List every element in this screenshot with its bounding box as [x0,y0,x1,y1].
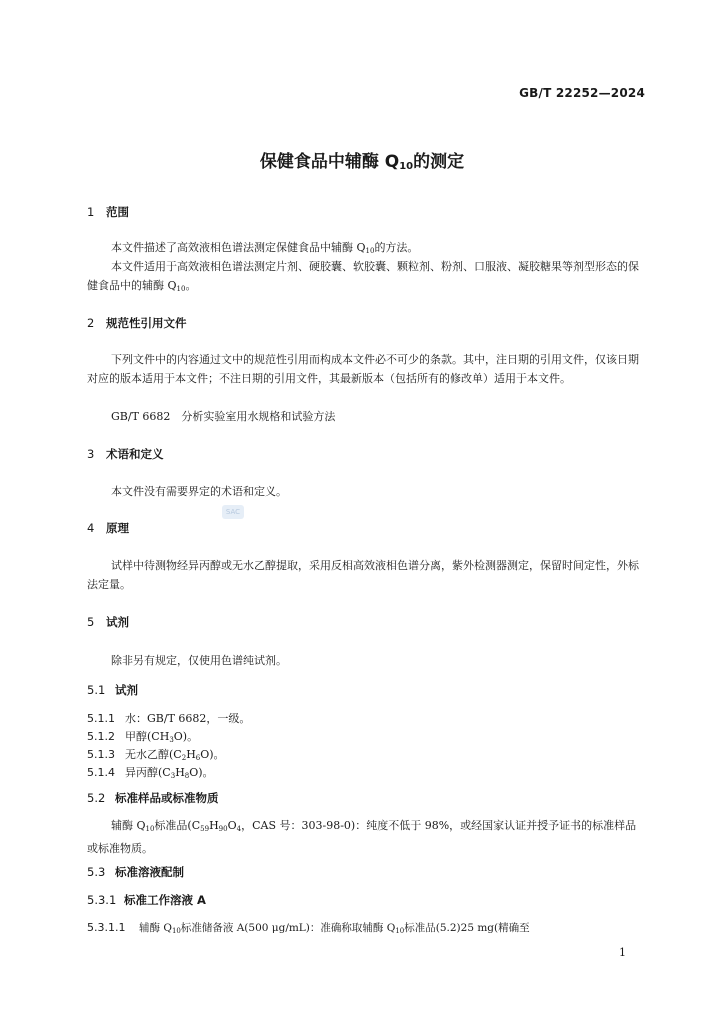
section-5-paragraph-1: 除非另有规定，仅使用色谱纯试剂。 [111,654,287,667]
section-5-2-paragraph: 辅酶 $Q_{10}$标准品($C_{59}H_{90}O_4$，CAS 号：303-98-0)：纯度不低于 98%，或经国家认证并授予证书的标准样品或标准物质。 [87,819,637,855]
section-3-heading: 3 术语和定义 [87,447,164,461]
section-1-paragraph-1: 本文件描述了高效液相色谱法测定保健食品中辅酶 $Q_{10}$的方法。 [111,241,419,255]
section-5-3-1-1-paragraph: 5.3.1.1 辅酶 $Q_{10}$标准储备液 A(500 μg/mL)：准确称取辅酶 $Q_{10}$标准品(5.2)25 mg(精确至 [87,921,530,935]
section-5-3-heading: 5.3 标准溶液配制 [87,865,184,879]
section-5-heading: 5 试剂 [87,615,129,629]
section-3-paragraph-1: 本文件没有需要界定的术语和定义。 [111,485,287,498]
section-2-heading: 2 规范性引用文件 [87,316,187,330]
section-4-heading: 4 原理 [87,521,129,535]
standard-code: GB/T 22252—2024 [519,86,645,100]
sac-watermark: SAC [222,505,244,519]
normative-reference: GB/T 6682 分析实验室用水规格和试验方法 [111,410,336,423]
document-title: 保健食品中辅酶 $Q_{10}$的测定 [259,152,465,172]
section-1-heading: 1 范围 [87,205,129,219]
reagent-item-4: 5.1.4 异丙醇$(C_3H_8O)$。 [87,766,214,780]
page-number: 1 [619,946,626,959]
section-5-3-1-heading: 5.3.1 标准工作溶液 A [87,893,206,907]
section-1-paragraph-2: 本文件适用于高效液相色谱法测定片剂、硬胶囊、软胶囊、颗粒剂、粉剂、口服液、凝胶糖果等剂型形态的保健食品中的辅酶 $Q_{10}$。 [87,260,639,293]
reagent-item-2: 5.1.2 甲醇$(CH_3O)$。 [87,730,199,744]
section-5-1-heading: 5.1 试剂 [87,683,138,697]
reagent-item-1: 5.1.1 水：GB/T 6682，一级。 [87,712,251,725]
reagent-item-3: 5.1.3 无水乙醇$(C_2H_6O)$。 [87,748,225,762]
section-2-paragraph-1: 下列文件中的内容通过文中的规范性引用而构成本文件必不可少的条款。其中，注日期的引用文件，仅该日期对应的版本适用于本文件；不注日期的引用文件，其最新版本（包括所有的修改单）适用于本文件。 [87,353,639,385]
section-5-2-heading: 5.2 标准样品或标准物质 [87,791,219,805]
section-4-paragraph-1: 试样中待测物经异丙醇或无水乙醇提取，采用反相高效液相色谱分离，紫外检测器测定，保留时间定性，外标法定量。 [87,559,639,591]
